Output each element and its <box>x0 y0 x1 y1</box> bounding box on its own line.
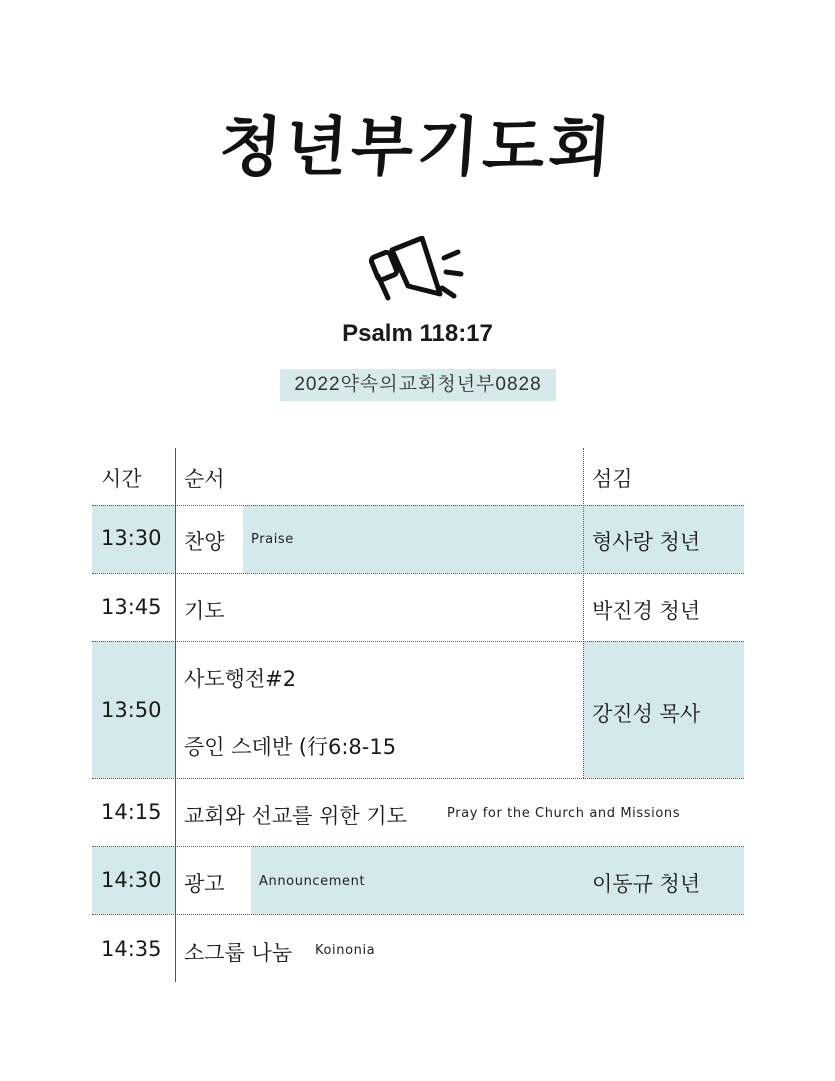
row-divider <box>92 505 744 506</box>
row-server: 강진성 목사 <box>592 702 701 726</box>
row-band-1330-sub <box>243 505 583 573</box>
row-item: 소그룹 나눔 <box>184 941 293 965</box>
row-divider <box>92 778 744 779</box>
header-time: 시간 <box>101 467 142 491</box>
row-item-detail: 증인 스데반 (行6:8-15 <box>184 735 397 759</box>
row-item: 광고 <box>184 872 225 896</box>
row-server: 형사랑 청년 <box>592 530 701 554</box>
row-item-english: Praise <box>251 532 294 547</box>
header-order: 순서 <box>184 467 225 491</box>
row-item: 사도행전#2 <box>184 667 297 691</box>
row-divider <box>92 641 744 642</box>
column-divider-left <box>175 448 176 982</box>
row-time: 13:45 <box>101 595 162 619</box>
column-divider-right <box>583 448 584 778</box>
row-server: 이동규 청년 <box>592 872 701 896</box>
row-item-english: Koinonia <box>315 943 376 958</box>
row-time: 13:50 <box>101 698 162 722</box>
row-item-english: Pray for the Church and Missions <box>447 806 681 821</box>
row-item: 찬양 <box>184 530 225 554</box>
row-item: 교회와 선교를 위한 기도 <box>184 804 407 828</box>
row-time: 14:35 <box>101 937 162 961</box>
header-server: 섬김 <box>592 467 633 491</box>
row-item-english: Announcement <box>259 874 366 889</box>
row-divider <box>92 846 744 847</box>
row-time: 14:30 <box>101 868 162 892</box>
row-divider <box>92 573 744 574</box>
row-divider <box>92 914 744 915</box>
megaphone-icon <box>364 236 464 316</box>
scripture-reference: Psalm 118:17 <box>342 320 493 347</box>
event-tag: 2022약속의교회청년부0828 <box>280 369 556 401</box>
row-time: 13:30 <box>101 526 162 550</box>
row-time: 14:15 <box>101 800 162 824</box>
page-title: 청년부기도회 <box>217 111 618 185</box>
row-item: 기도 <box>184 599 225 623</box>
row-server: 박진경 청년 <box>592 599 701 623</box>
